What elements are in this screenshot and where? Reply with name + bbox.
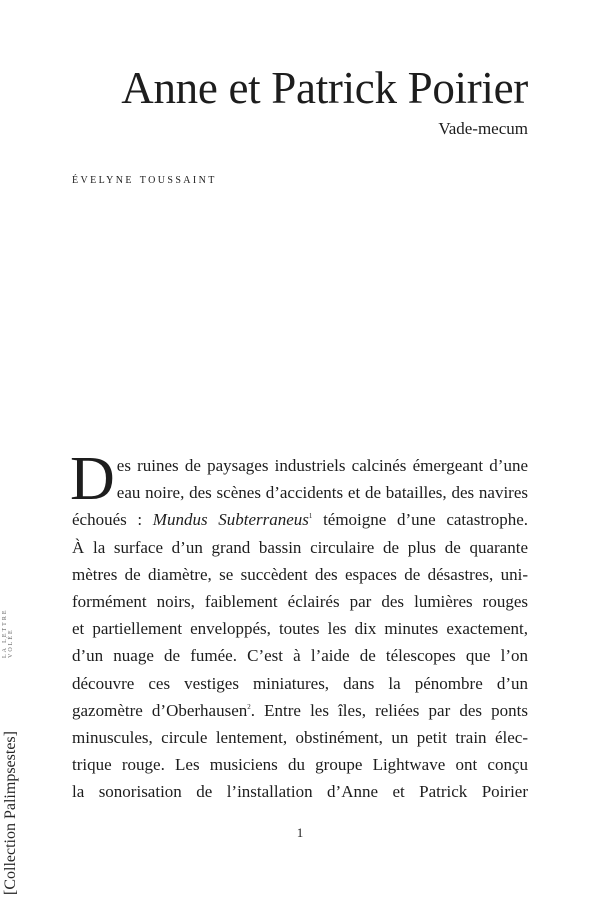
body-line: mètres de diamètre, se succèdent des espaces de désastres, uni- bbox=[72, 564, 528, 584]
body-line: À la surface d’un grand bassin circulaire de plus de quarante bbox=[72, 537, 528, 557]
drop-cap: D bbox=[70, 445, 115, 513]
body-line-text: . Entre les îles, reliées par des ponts bbox=[250, 700, 528, 720]
bracket-close: ] bbox=[2, 731, 19, 737]
footnote-ref: 2 bbox=[247, 702, 251, 711]
body-text bbox=[70, 445, 528, 805]
body-line bbox=[72, 697, 528, 724]
book-title: Anne et Patrick Poirier bbox=[121, 63, 528, 113]
body-line: et partiellement enveloppés, toutes les dix minutes exactement, bbox=[72, 619, 528, 639]
work-title: Mundus Subterraneus bbox=[152, 510, 309, 530]
body-line-text: gazomètre d’Oberhausen bbox=[72, 700, 248, 720]
footnote-ref: 1 bbox=[308, 512, 313, 521]
page-number: 1 bbox=[296, 825, 304, 840]
body-line: découvre ces vestiges miniatures, dans la pénombre d’un bbox=[72, 673, 528, 693]
book-subtitle: Vade-mecum bbox=[438, 119, 528, 138]
body-line-text: témoigne d’une catastrophe. bbox=[323, 510, 528, 530]
body-line-text: échoués : bbox=[72, 510, 143, 530]
body-line: eau noire, des scènes d’accidents et de batailles, des navires bbox=[116, 483, 528, 503]
body-line: trique rouge. Les musiciens du groupe Lightwave ont conçu bbox=[72, 755, 528, 775]
body-line: minuscules, circule lentement, obstinément, un petit train élec- bbox=[72, 727, 528, 747]
collection-label: Collection Palimpsestes bbox=[2, 736, 19, 890]
body-line: es ruines de paysages industriels calcinés émergeant d’une bbox=[116, 456, 528, 475]
author-name: évelyne toussaint bbox=[72, 172, 217, 187]
publisher-mark: LA LETTRE VOLÉE bbox=[2, 608, 14, 658]
body-line: formément noirs, faiblement éclairés par des lumières rouges bbox=[72, 591, 528, 611]
body-line bbox=[72, 506, 528, 533]
body-line: d’un nuage de fumée. C’est à l’aide de télescopes que l’on bbox=[72, 646, 528, 666]
body-line: la sonorisation de l’installation d’Anne et Patrick Poirier bbox=[72, 782, 528, 802]
collection-name bbox=[0, 710, 22, 895]
bracket-open: [ bbox=[2, 889, 19, 895]
